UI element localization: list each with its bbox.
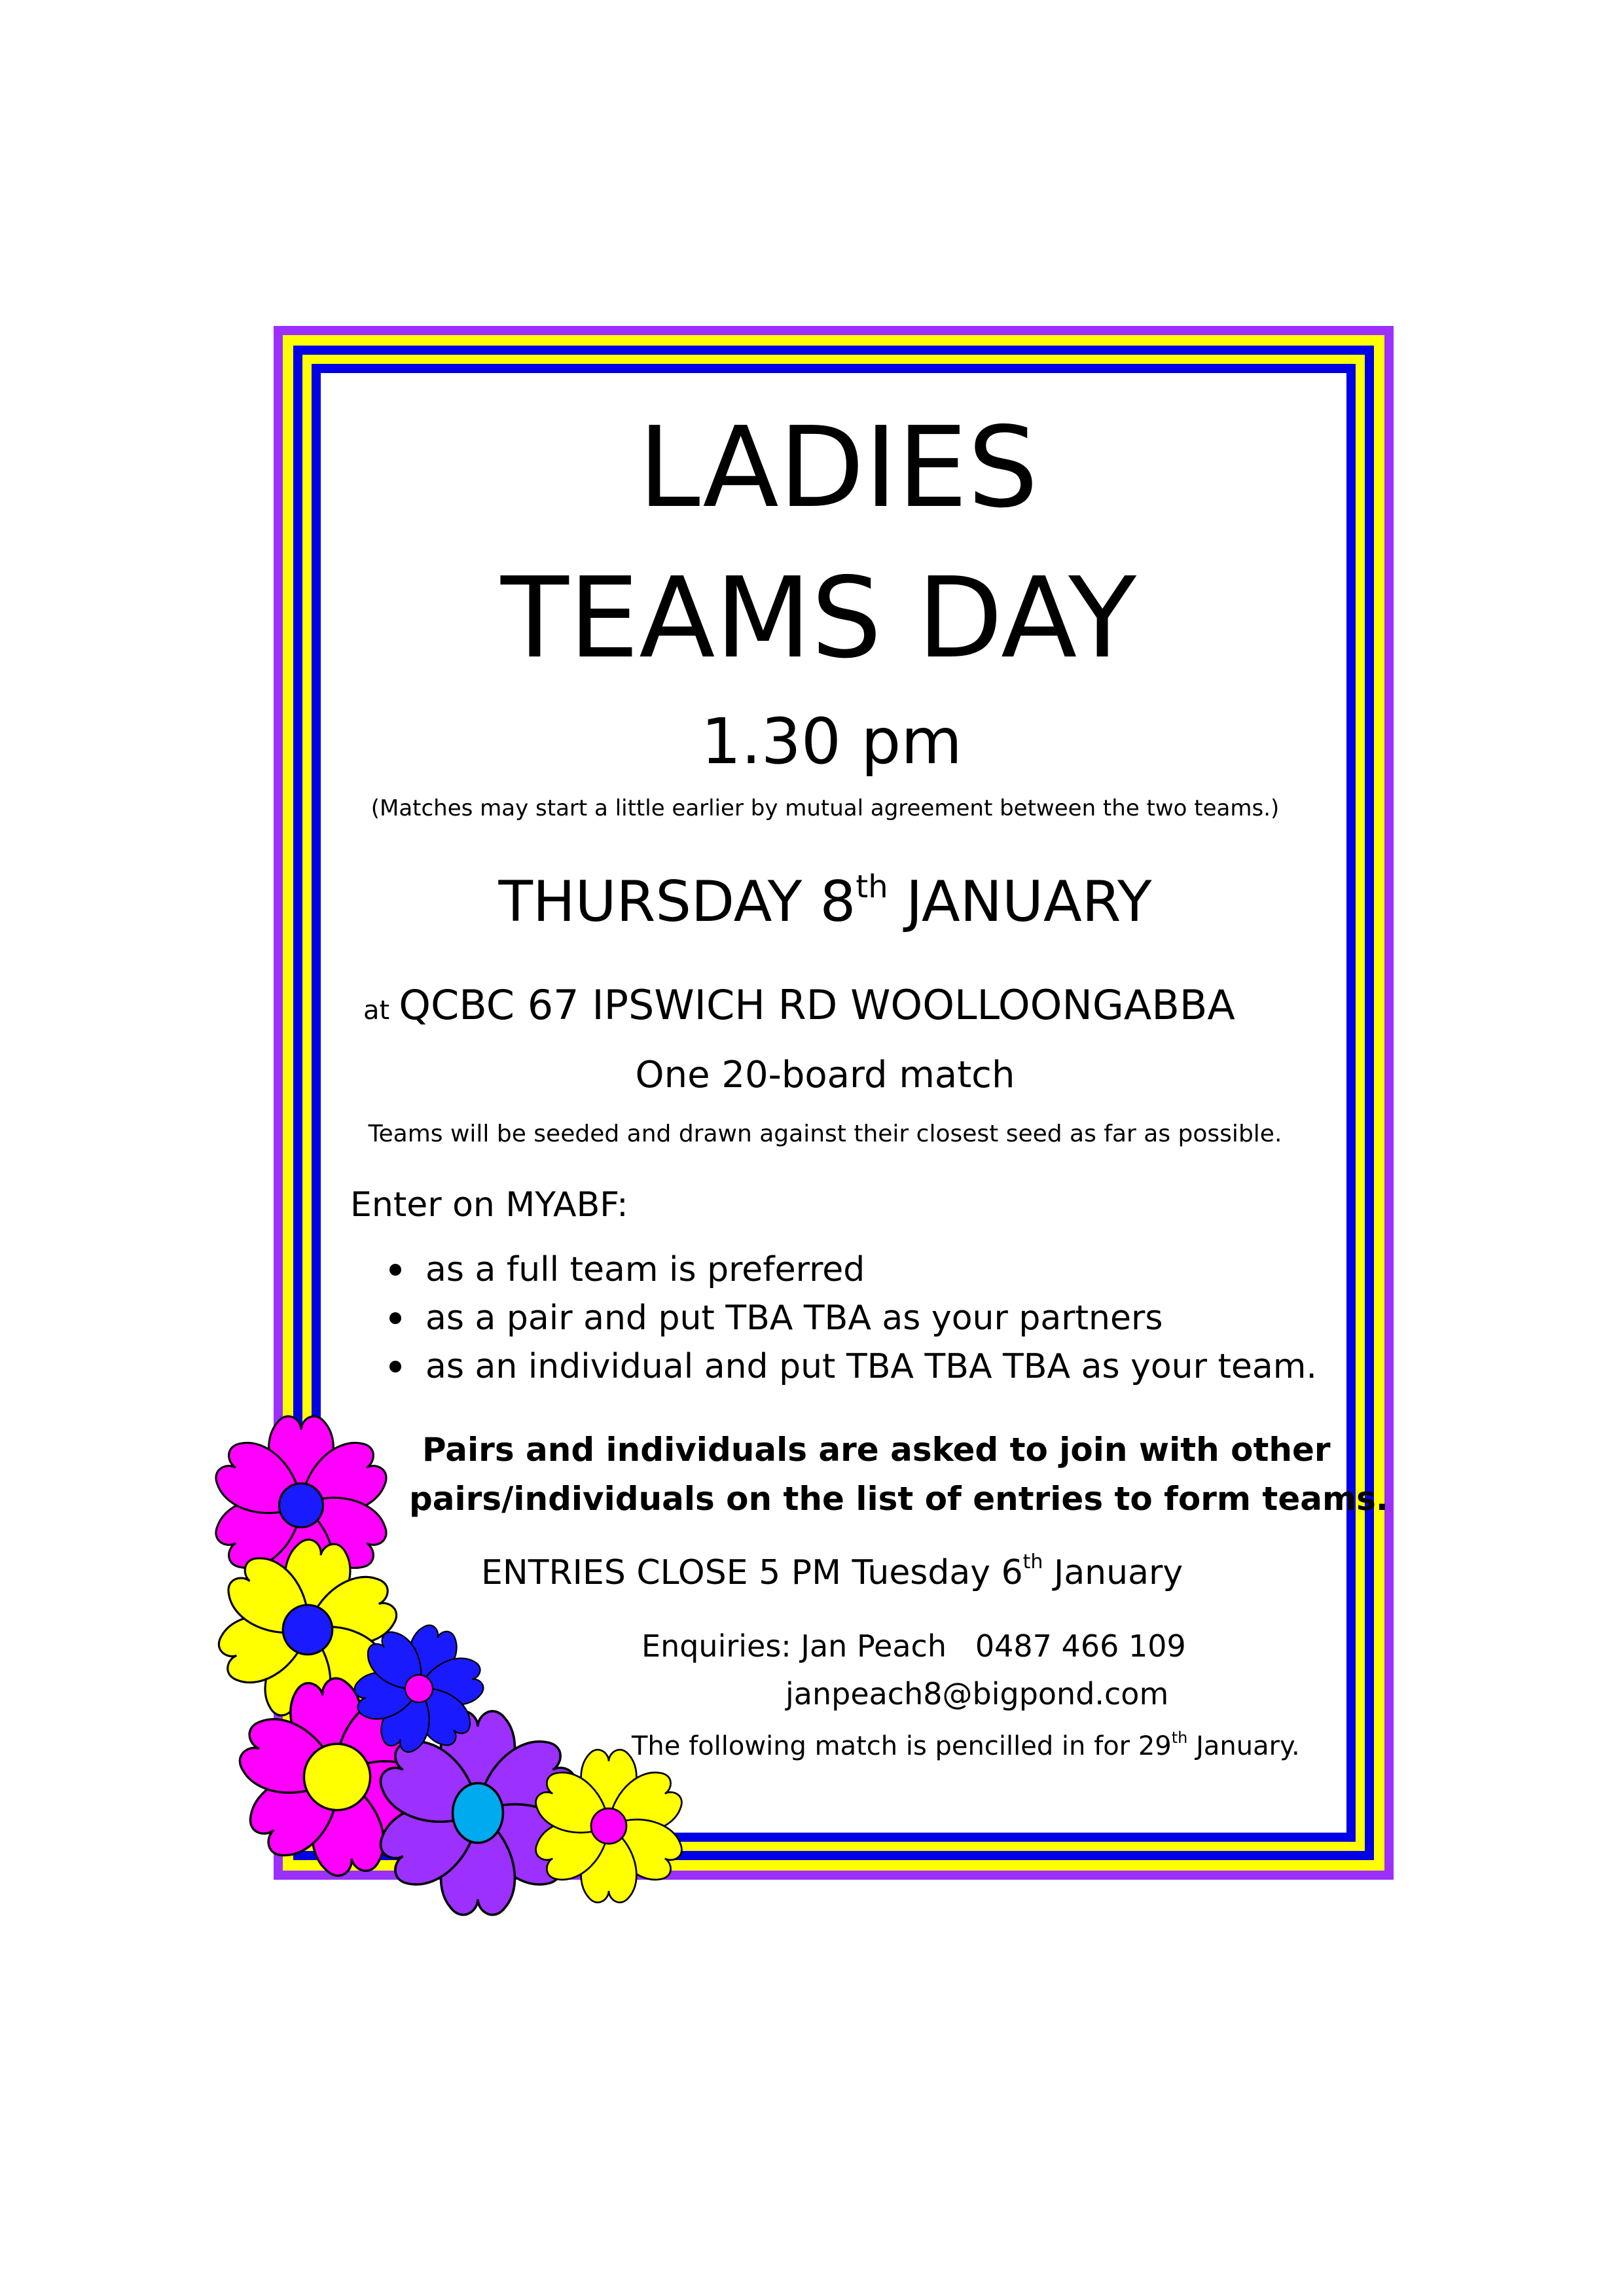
date-ordinal: th xyxy=(856,869,888,905)
venue-address: QCBC 67 IPSWICH RD WOOLLOONGABBA xyxy=(399,981,1235,1029)
start-time: 1.30 pm xyxy=(701,705,962,778)
entries-close-ordinal: th xyxy=(1022,1551,1043,1573)
bullet-icon xyxy=(389,1264,401,1276)
enquiries: Enquiries: Jan Peach 0487 466 109 xyxy=(641,1628,1186,1664)
following-prefix: The following match is pencilled in for 29 xyxy=(632,1731,1172,1761)
venue xyxy=(363,981,1235,1029)
list-item xyxy=(389,1342,1317,1391)
pairs-note-line-1: Pairs and individuals are asked to join with other xyxy=(422,1431,1331,1469)
following-month: January. xyxy=(1187,1731,1300,1761)
entries-close-prefix: ENTRIES CLOSE 5 PM Tuesday 6 xyxy=(481,1553,1023,1592)
date-prefix: THURSDAY 8 xyxy=(498,869,856,935)
entry-options-list xyxy=(389,1246,1317,1391)
pairs-note-line-2: pairs/individuals on the list of entries to form teams. xyxy=(409,1480,1388,1518)
bullet-icon xyxy=(389,1361,401,1372)
following-ordinal: th xyxy=(1171,1729,1188,1747)
list-item xyxy=(389,1246,1317,1294)
date-month: JANUARY xyxy=(888,869,1152,935)
venue-at: at xyxy=(363,996,390,1026)
title-line-1: LADIES xyxy=(638,403,1039,533)
entries-close-month: January xyxy=(1043,1553,1183,1592)
bullet-icon xyxy=(389,1312,401,1324)
time-note: (Matches may start a little earlier by mutual agreement between the two teams.) xyxy=(370,795,1280,821)
match-format: One 20-board match xyxy=(635,1054,1015,1096)
entry-option-text: as an individual and put TBA TBA TBA as your team. xyxy=(425,1347,1317,1386)
seeding-note: Teams will be seeded and drawn against their closest seed as far as possible. xyxy=(368,1121,1282,1147)
list-item xyxy=(389,1294,1317,1342)
title-line-2: TEAMS DAY xyxy=(500,554,1137,683)
enter-heading: Enter on MYABF: xyxy=(350,1185,628,1225)
contact-email[interactable]: janpeach8@bigpond.com xyxy=(785,1676,1169,1712)
entry-option-text: as a full team is preferred xyxy=(425,1250,865,1289)
following-match-note xyxy=(632,1729,1300,1761)
flower-cluster-icon xyxy=(196,1394,707,1918)
entry-option-text: as a pair and put TBA TBA as your partners xyxy=(425,1299,1163,1338)
event-date xyxy=(0,869,1624,935)
